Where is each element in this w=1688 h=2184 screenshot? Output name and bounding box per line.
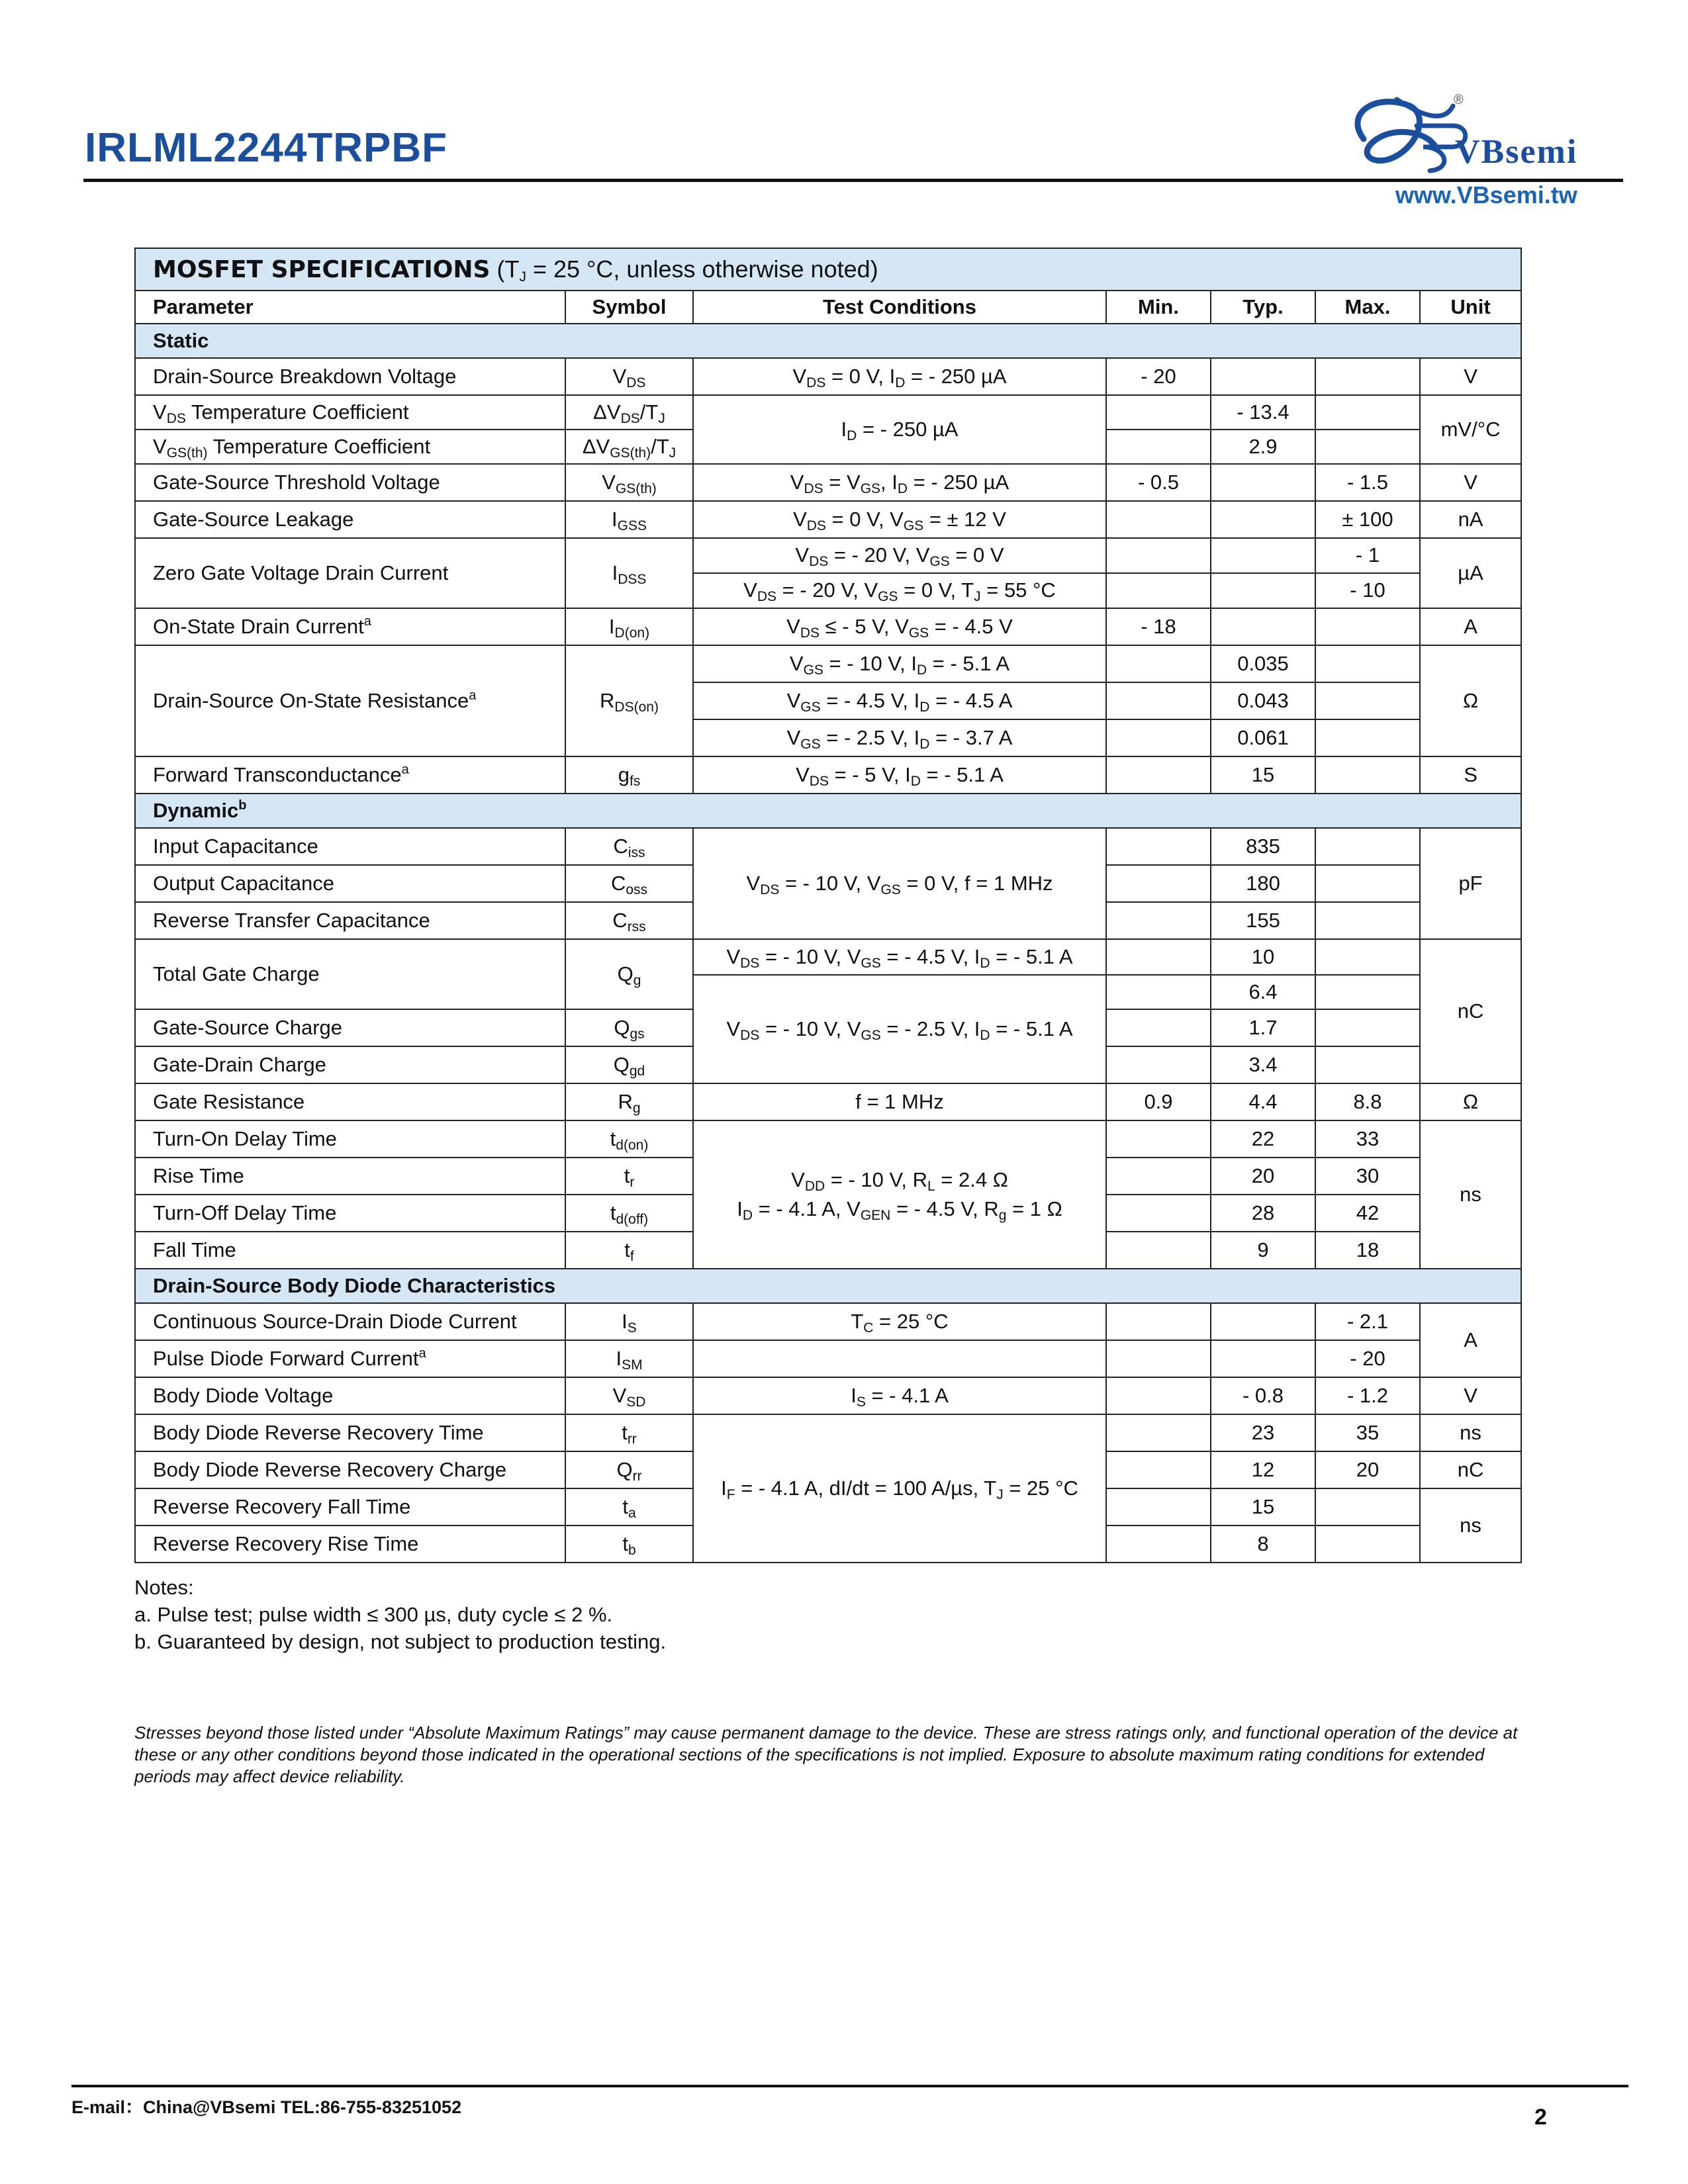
table-row: Gate-Source Threshold Voltage $V_{GS(th)}$ $V_{DS} = V_{GS}$, $I_D$ = - 250 µA - 0.5 - 1.5 V (135, 464, 1521, 501)
table-row: Gate Resistance $R_g$ f = 1 MHz 0.9 4.4 8.8 Ω (135, 1083, 1521, 1120)
col-min: Min. (1106, 291, 1211, 324)
col-unit: Unit (1420, 291, 1521, 324)
footer-contact: E-mail：China@VBsemi TEL:86-755-83251052 (71, 2097, 462, 2117)
table-row: Zero Gate Voltage Drain Current $I_{DSS}$ $V_{DS}$ = - 20 V, $V_{GS} = 0$ V - 1 µA (135, 538, 1521, 573)
notes-block (134, 1574, 666, 1655)
table-row: Reverse Recovery Rise Time $t_b$ 8 (135, 1525, 1521, 1563)
table-row: Gate-Source Charge $Q_{gs}$ 1.7 (135, 1009, 1521, 1046)
mosfet-spec-table (134, 248, 1522, 1563)
table-row: On-State Drain Current$^a$ $I_{D(on)}$ $V_{DS}$ ≤ - 5 V, $V_{GS}$ = - 4.5 V - 18 A (135, 608, 1521, 645)
table-row: $V_{DS}$ = - 10 V, $V_{GS}$ = - 2.5 V, $I_D$ = - 5.1 A 6.4 (135, 975, 1521, 1009)
page-number: 2 (1534, 2105, 1547, 2130)
note-b: b. Guaranteed by design, not subject to production testing. (134, 1630, 667, 1653)
table-row: Forward Transconductance$^a$ $g_{fs}$ $V_{DS}$ = - 5 V, $I_D$ = - 5.1 A 15 S (135, 756, 1521, 794)
col-symbol: Symbol (565, 291, 693, 324)
col-test-conditions: Test Conditions (693, 291, 1106, 324)
table-row: Reverse Recovery Fall Time $t_a$ 15 ns (135, 1488, 1521, 1525)
section-body-diode: Drain-Source Body Diode Characteristics (135, 1269, 1521, 1303)
table-title-note: ($T_J = 25$ °C, unless otherwise noted) (496, 255, 878, 285)
table-row: $V_{GS}$ = - 2.5 V, $I_D$ = - 3.7 A 0.061 (135, 719, 1521, 756)
website-link[interactable]: www.VBsemi.tw (1395, 181, 1577, 208)
table-row: Fall Time $t_f$ 9 18 (135, 1232, 1521, 1269)
stress-disclaimer: Stresses beyond those listed under “Absolute Maximum Ratings” may cause permanent damage to the device. These are stress ratings only, and functional operation of the device at these or any other conditions beyond those indicated in the operational sections of the specifications is not implied. Exposure to absolute maximum rating conditions for extended periods may affect device reliability. (134, 1723, 1518, 1786)
column-header-row (135, 291, 1521, 324)
header-divider (83, 179, 1623, 182)
table-row: Rise Time $t_r$ 20 30 (135, 1158, 1521, 1195)
col-typ: Typ. (1211, 291, 1315, 324)
part-number-title: IRLML2244TRPBF (85, 125, 447, 171)
registered-mark: ® (1454, 93, 1464, 107)
table-row: $V_{GS}$ = - 4.5 V, $I_D$ = - 4.5 A 0.043 (135, 682, 1521, 719)
table-row: $V_{DS}$ = - 20 V, $V_{GS} = 0$ V, $T_J = 55$ °C - 10 (135, 573, 1521, 608)
note-a: a. Pulse test; pulse width ≤ 300 µs, duty cycle ≤ 2 %. (134, 1603, 613, 1626)
table-row: $V_{GS(th)}$ Temperature Coefficient $\Delta V_{GS(th)}/T_J$ 2.9 (135, 430, 1521, 464)
table-row: Body Diode Reverse Recovery Charge $Q_{rr}$ 12 20 nC (135, 1451, 1521, 1488)
col-max: Max. (1315, 291, 1420, 324)
table-title-row (135, 248, 1521, 291)
table-row: Reverse Transfer Capacitance $C_{rss}$ 155 (135, 902, 1521, 939)
table-row: Continuous Source-Drain Diode Current $I_S$ $T_C = 25$ °C - 2.1 A (135, 1303, 1521, 1340)
section-dynamic: Dynamic$^b$ (135, 794, 1521, 828)
table-row: Drain-Source Breakdown Voltage $V_{DS}$ $V_{DS} = 0$ V, $I_D$ = - 250 µA - 20 V (135, 358, 1521, 395)
table-row: Body Diode Voltage $V_{SD}$ $I_S$ = - 4.1 A - 0.8 - 1.2 V (135, 1377, 1521, 1414)
section-static: Static (135, 324, 1521, 358)
table-row: Input Capacitance $C_{iss}$ $V_{DS}$ = - 10 V, $V_{GS} = 0$ V, f = 1 MHz 835 pF (135, 828, 1521, 865)
table-row: Drain-Source On-State Resistance$^a$ $R_{DS(on)}$ $V_{GS}$ = - 10 V, $I_D$ = - 5.1 A 0.035 Ω (135, 645, 1521, 682)
table-row: Gate-Source Leakage $I_{GSS}$ $V_{DS} = 0$ V, $V_{GS}$ = ± 12 V ± 100 nA (135, 501, 1521, 538)
footer-divider (71, 2085, 1628, 2087)
brand-name: VBsemi (1455, 133, 1578, 171)
table-row: Total Gate Charge $Q_g$ $V_{DS}$ = - 10 V, $V_{GS}$ = - 4.5 V, $I_D$ = - 5.1 A 10 nC (135, 939, 1521, 975)
table-row: $V_{DS}$ Temperature Coefficient $\Delta V_{DS}/T_J$ $I_D$ = - 250 µA - 13.4 mV/°C (135, 395, 1521, 430)
table-row: Turn-Off Delay Time $t_{d(off)}$ 28 42 (135, 1195, 1521, 1232)
table-row: Gate-Drain Charge $Q_{gd}$ 3.4 (135, 1046, 1521, 1083)
col-parameter: Parameter (135, 291, 565, 324)
table-row: Turn-On Delay Time $t_{d(on)}$ $V_{DD}$ = - 10 V, $R_L = 2.4$ Ω $I_D$ = - 4.1 A, $V_{GEN}$ = - 4.5 V, $R_g = 1$ Ω 22 33 ns (135, 1120, 1521, 1158)
table-row: Output Capacitance $C_{oss}$ 180 (135, 865, 1521, 902)
table-row: Pulse Diode Forward Current$^a$ $I_{SM}$ - 20 (135, 1340, 1521, 1377)
table-row: Body Diode Reverse Recovery Time $t_{rr}$ $I_F$ = - 4.1 A, dI/dt = 100 A/µs, $T_J = 25$ °C 23 35 ns (135, 1414, 1521, 1451)
notes-heading: Notes: (134, 1576, 194, 1599)
table-title: MOSFET SPECIFICATIONS (153, 255, 491, 283)
